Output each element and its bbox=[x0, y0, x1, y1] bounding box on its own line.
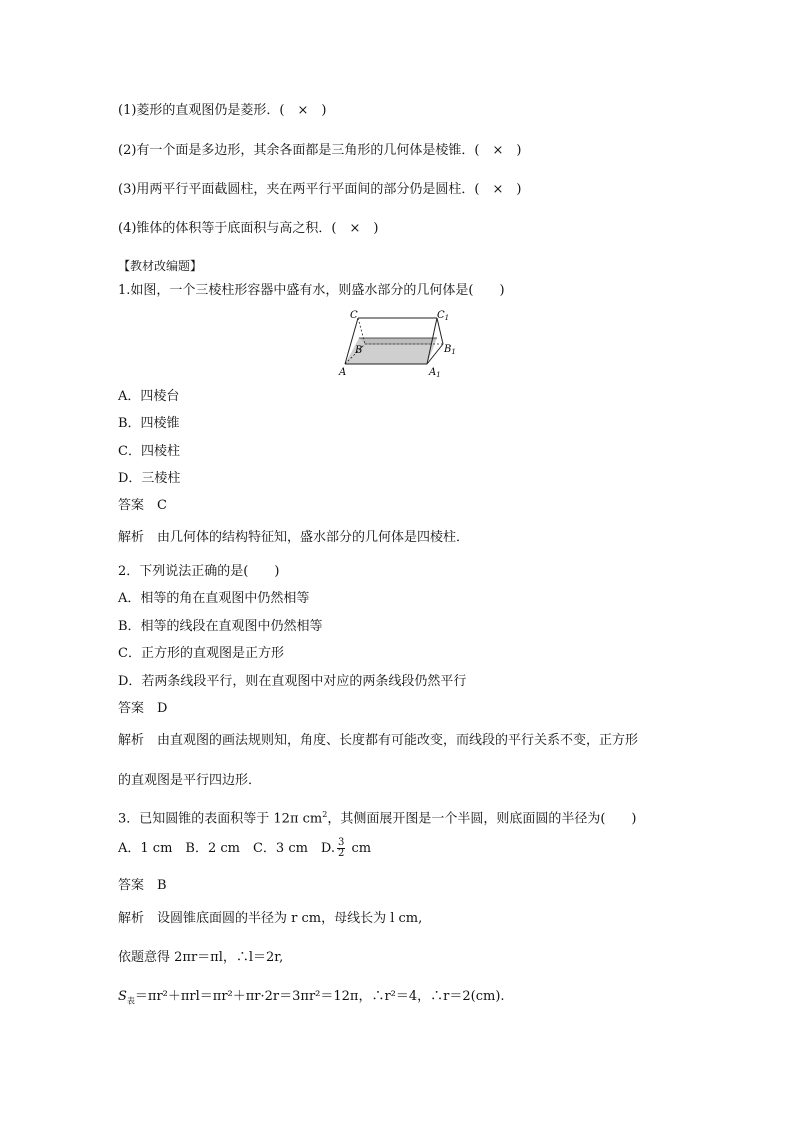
label-C1: $C_1$ bbox=[437, 310, 450, 322]
q2-option-b: B．相等的线段在直观图中仍然相等 bbox=[118, 619, 323, 634]
q2-option-a: A．相等的角在直观图中仍然相等 bbox=[118, 591, 310, 606]
q1-option-c: C．四棱柱 bbox=[118, 444, 180, 459]
judgment-4: (4)锥体的体积等于底面积与高之积．( × ) bbox=[118, 221, 379, 236]
q2-option-c: C．正方形的直观图是正方形 bbox=[118, 646, 284, 661]
q2-analysis-line-1: 解析 由直观图的画法规则知，角度、长度都有可能改变，而线段的平行关系不变，正方形 bbox=[118, 733, 639, 748]
q3-analysis-line-1: 解析 设圆锥底面圆的半径为 r cm，母线长为 l cm, bbox=[118, 911, 423, 926]
judgment-3: (3)用两平行平面截圆柱，夹在两平行平面间的部分仍是圆柱．( × ) bbox=[118, 182, 522, 197]
q1-option-d: D．三棱柱 bbox=[118, 471, 181, 486]
label-A: A bbox=[339, 367, 347, 378]
q3-analysis-line-2: 依题意得 2πr＝πl，∴l＝2r, bbox=[118, 950, 284, 965]
q1-stem: 1.如图，一个三棱柱形容器中盛有水，则盛水部分的几何体是( ) bbox=[118, 283, 505, 298]
q1-option-b: B．四棱锥 bbox=[118, 416, 180, 431]
section-label: 【教材改编题】 bbox=[118, 259, 203, 273]
prism-figure bbox=[336, 306, 464, 378]
q3-option-d-fraction: $\frac{3}{2}$ bbox=[338, 837, 345, 859]
q1-answer: 答案 C bbox=[118, 498, 167, 513]
label-A1: $A_1$ bbox=[429, 367, 441, 378]
q2-answer: 答案 D bbox=[118, 701, 168, 716]
q1-analysis: 解析 由几何体的结构特征知，盛水部分的几何体是四棱柱． bbox=[118, 530, 470, 545]
q3-stem: 3．已知圆锥的表面积等于 12π $cm^2$，其侧面展开图是一个半圆，则底面圆的半径为( ) bbox=[118, 810, 637, 827]
q3-analysis-line-3: $S_表=\pi r^2+\pi rl=\pi r^2+\pi r\cdot 2r=3\pi r^2=12\pi$，∴r²＝4，∴r＝2(cm). bbox=[118, 989, 505, 1006]
label-B: B bbox=[355, 345, 363, 356]
judgment-2: (2)有一个面是多边形，其余各面都是三角形的几何体是棱锥．( × ) bbox=[118, 143, 522, 158]
water-top-face bbox=[359, 338, 437, 344]
q2-analysis-line-2: 的直观图是平行四边形． bbox=[118, 773, 262, 788]
q2-option-d: D．若两条线段平行，则在直观图中对应的两条线段仍然平行 bbox=[118, 674, 467, 689]
q3-answer: 答案 B bbox=[118, 878, 167, 893]
q3-options: A．1 cm B．2 cm C．3 cm D. $\frac{3}{2}$ cm bbox=[118, 837, 372, 859]
label-C: C bbox=[350, 310, 358, 321]
q2-stem: 2．下列说法正确的是( ) bbox=[118, 564, 280, 579]
judgment-1: (1)菱形的直观图仍是菱形．( × ) bbox=[118, 103, 327, 118]
q1-option-a: A．四棱台 bbox=[118, 389, 180, 404]
label-B1: $B_1$ bbox=[444, 344, 456, 356]
